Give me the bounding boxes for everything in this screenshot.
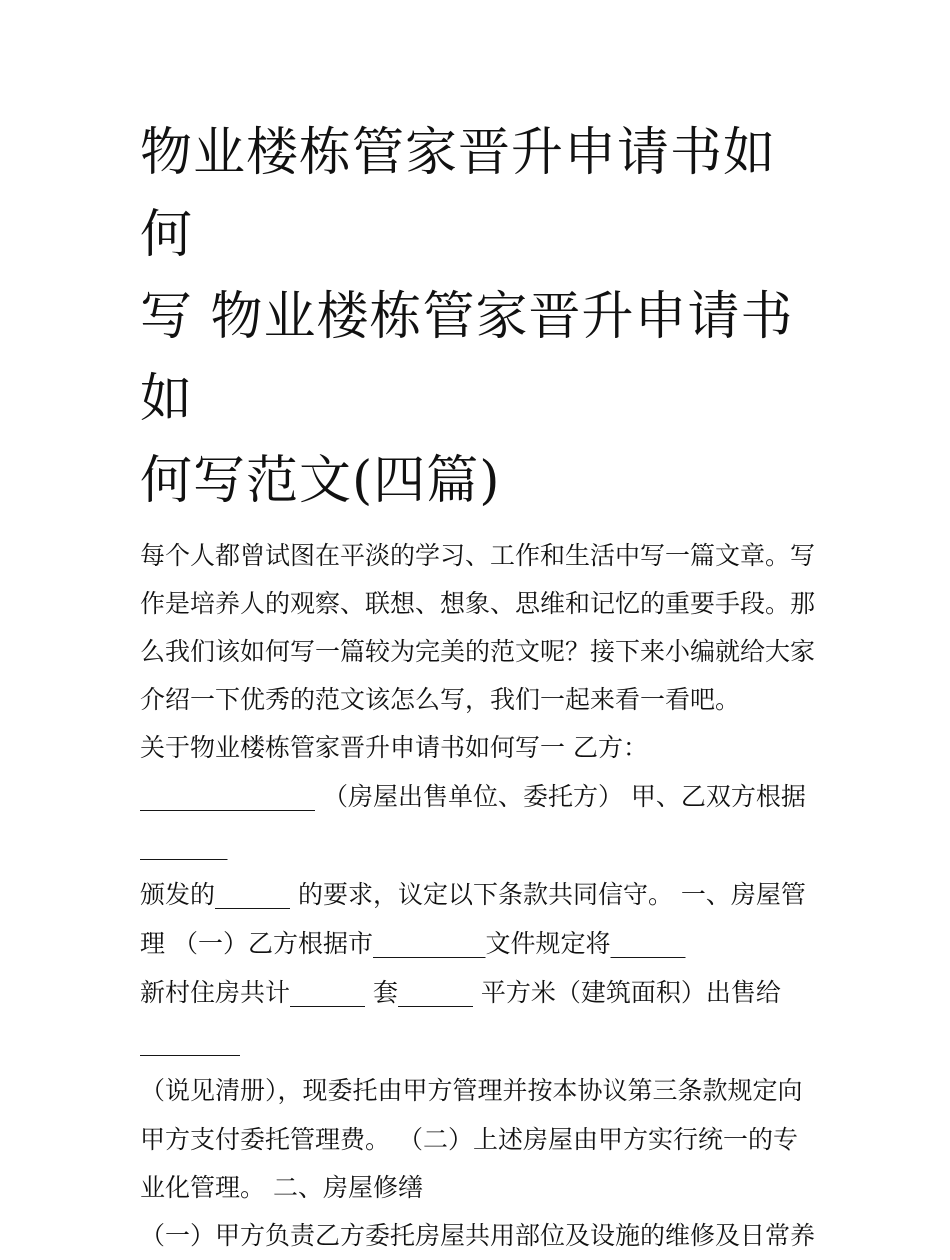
- title-line-1: 物业楼栋管家晋升申请书如何: [140, 123, 777, 265]
- document-body: [140, 532, 820, 1260]
- document-title: [140, 112, 820, 522]
- body-line: （一）甲方负责乙方委托房屋共用部位及设施的维修及日常养: [140, 1221, 816, 1250]
- body-line: 颁发的______ 的要求，议定以下条款共同信守。 一、房屋管: [140, 880, 806, 909]
- body-line: 理 （一）乙方根据市_________文件规定将______: [140, 929, 686, 958]
- body-line: ______________ （房屋出售单位、委托方） 甲、乙双方根据: [140, 782, 806, 811]
- title-line-3: 何写范文(四篇): [140, 451, 501, 511]
- document-page: [140, 112, 820, 1260]
- body-line: 介绍一下优秀的范文该怎么写，我们一起来看一看吧。: [140, 685, 741, 714]
- body-line: （说见清册），现委托由甲方管理并按本协议第三条款规定向: [140, 1076, 803, 1105]
- body-line: 甲方支付委托管理费。 （二）上述房屋由甲方实行统一的专: [140, 1125, 798, 1154]
- body-line: 业化管理。 二、房屋修缮: [140, 1173, 423, 1202]
- body-line: _______: [140, 831, 228, 860]
- title-line-2: 写 物业楼栋管家晋升申请书如: [140, 287, 794, 429]
- body-line: 作是培养人的观察、联想、想象、思维和记忆的重要手段。那: [140, 589, 816, 618]
- body-line: 关于物业楼栋管家晋升申请书如何写一 乙方：: [140, 733, 648, 762]
- body-line: 新村住房共计______ 套______ 平方米（建筑面积）出售给: [140, 978, 781, 1007]
- body-line: 每个人都曾试图在平淡的学习、工作和生活中写一篇文章。写: [140, 541, 816, 570]
- body-line: ________: [140, 1027, 240, 1056]
- body-line: 么我们该如何写一篇较为完美的范文呢？接下来小编就给大家: [140, 637, 816, 666]
